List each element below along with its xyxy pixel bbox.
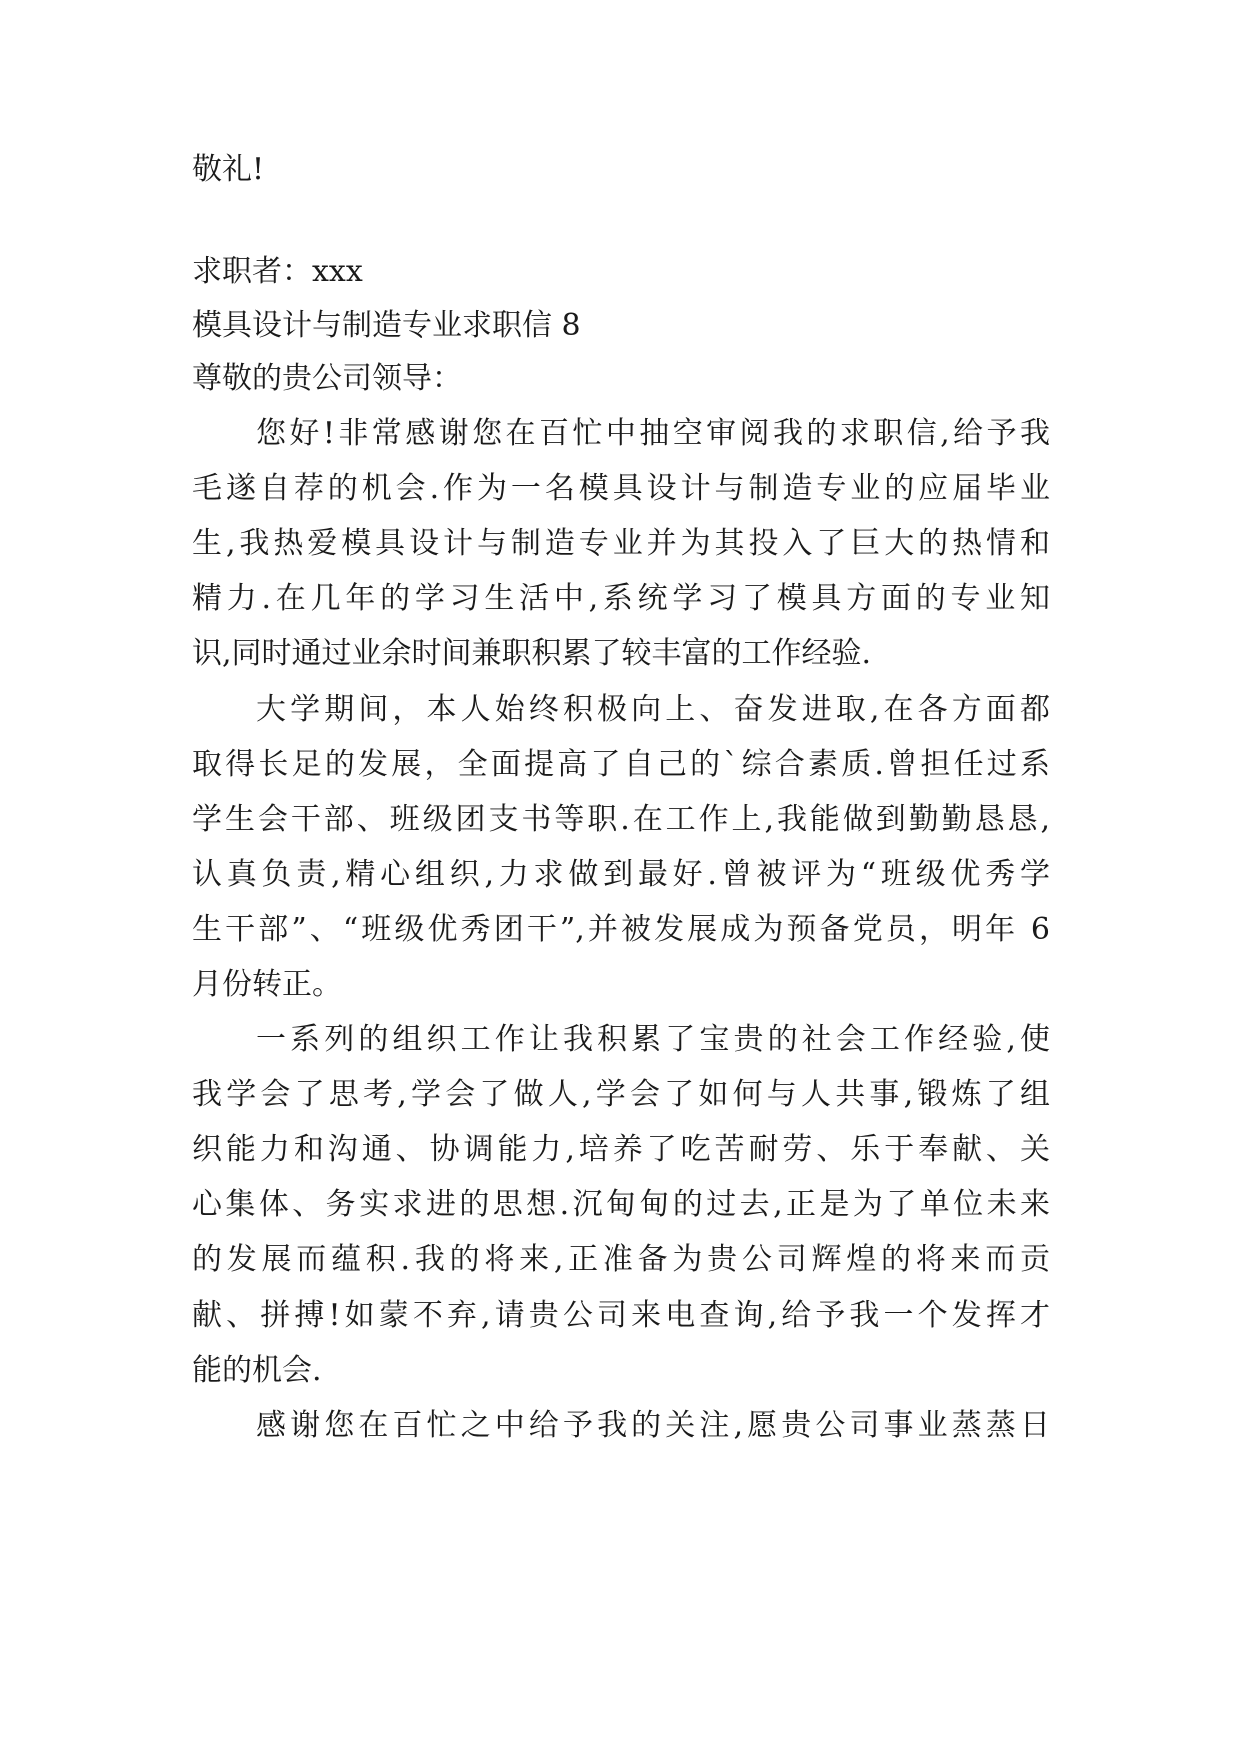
body-line: 大学期间，本人始终积极向上、奋发进取,在各方面都 [256,692,1050,727]
body-line: 我学会了思考,学会了做人,学会了如何与人共事,锻炼了组 [192,1077,1050,1112]
body-line: 心集体、务实求进的思想.沉甸甸的过去,正是为了单位未来 [192,1187,1050,1222]
body-line: 毛遂自荐的机会.作为一名模具设计与制造专业的应届毕业 [192,471,1050,506]
body-line: 取得长足的发展，全面提高了自己的`综合素质.曾担任过系 [192,747,1050,782]
body-line: 生,我热爱模具设计与制造专业并为其投入了巨大的热情和 [192,526,1050,561]
letter-title: 模具设计与制造专业求职信 8 [192,308,581,343]
body-line: 月份转正。 [192,967,342,1002]
signature-line: 求职者：xxx [192,254,363,289]
body-line: 一系列的组织工作让我积累了宝贵的社会工作经验,使 [256,1022,1050,1057]
body-line: 识,同时通过业余时间兼职积累了较丰富的工作经验. [192,636,872,671]
body-line: 能的机会. [192,1353,322,1388]
closing-line: 敬礼! [192,152,265,187]
body-line: 精力.在几年的学习生活中,系统学习了模具方面的专业知 [192,581,1050,616]
body-line: 认真负责,精心组织,力求做到最好.曾被评为“班级优秀学 [192,857,1050,892]
body-line: 的发展而蕴积.我的将来,正准备为贵公司辉煌的将来而贡 [192,1242,1050,1277]
body-line: 生干部”、“班级优秀团干”,并被发展成为预备党员，明年 6 [192,912,1050,947]
body-line: 您好!非常感谢您在百忙中抽空审阅我的求职信,给予我 [256,416,1050,451]
body-line: 献、拼搏!如蒙不弃,请贵公司来电查询,给予我一个发挥才 [192,1298,1050,1333]
body-line: 感谢您在百忙之中给予我的关注,愿贵公司事业蒸蒸日 [256,1408,1050,1443]
salutation-line: 尊敬的贵公司领导： [192,361,462,396]
body-line: 织能力和沟通、协调能力,培养了吃苦耐劳、乐于奉献、关 [192,1132,1050,1167]
body-line: 学生会干部、班级团支书等职.在工作上,我能做到勤勤恳恳, [192,802,1050,837]
